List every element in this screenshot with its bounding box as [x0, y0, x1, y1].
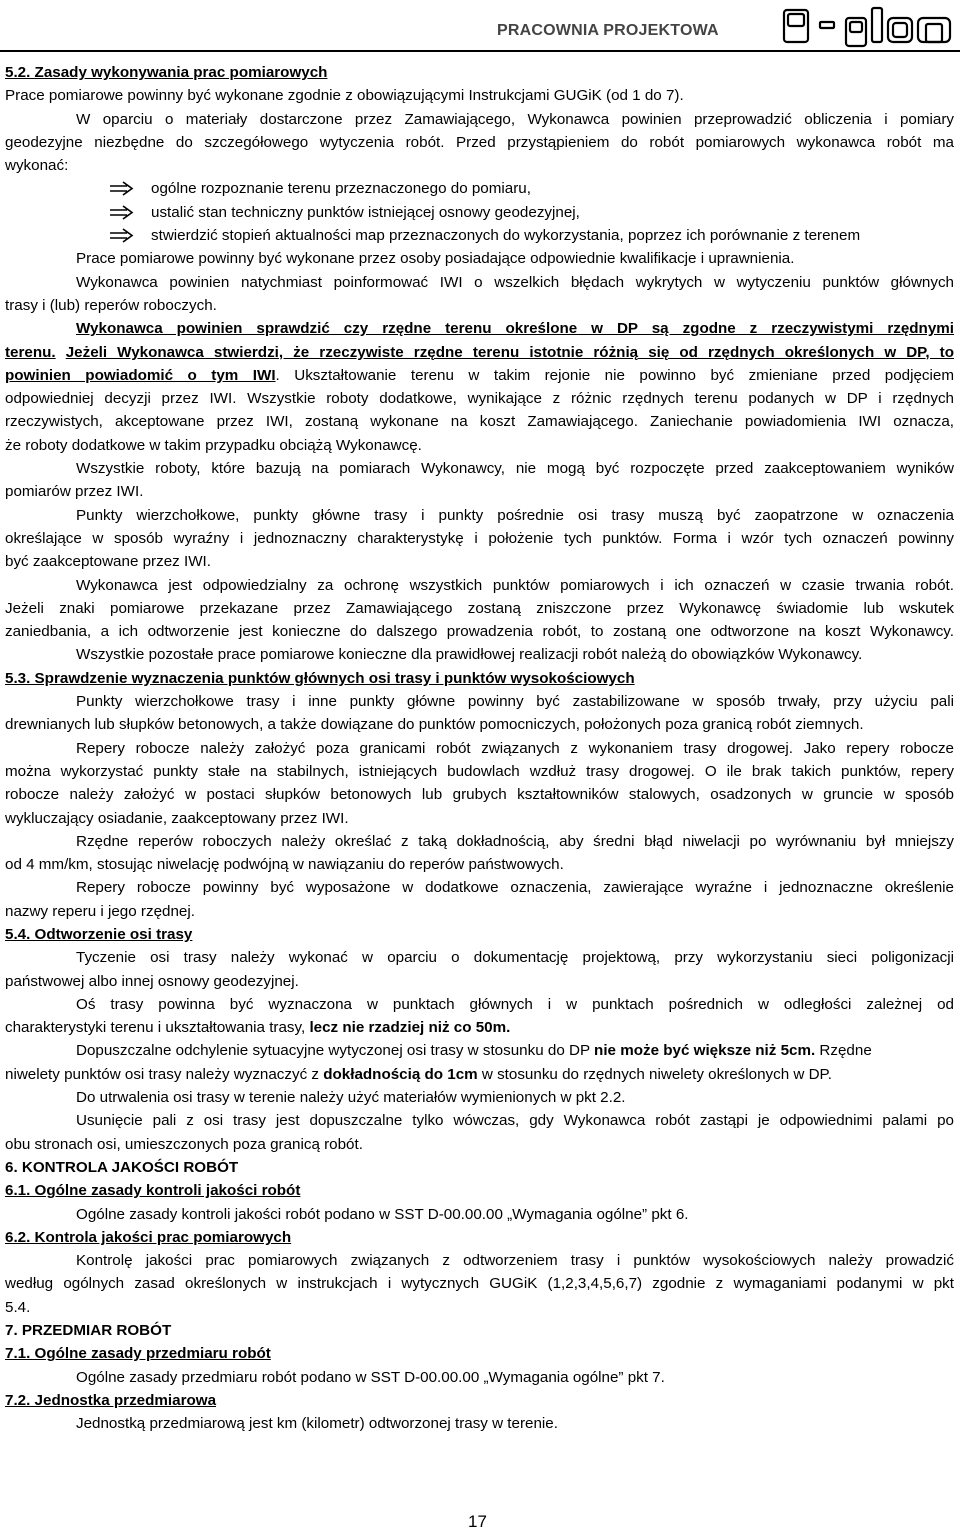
header-rule: [0, 50, 960, 52]
paragraph-line: Jednostką przedmiarową jest km (kilometr) odtworzonej trasy w terenie.: [76, 1415, 558, 1433]
paragraph-line: Wykonawca jest odpowiedzialny za ochronę wszystkich punktów pomiarowych i ich oznaczeń w czasie trwania robót.: [76, 576, 954, 594]
bullet-item: [5, 224, 954, 247]
paragraph-line: [5, 341, 954, 364]
emphasis: powinien powiadomić o tym IWI: [5, 366, 276, 384]
paragraph-line: Punkty wierzchołkowe trasy i inne punkty główne powinny być zastabilizowane w sposób trwały, przy użyciu pali: [76, 693, 954, 711]
paragraph-line: Wszystkie pozostałe prace pomiarowe konieczne dla prawidłowej realizacji robót należą do obowiązków Wykonawcy.: [76, 646, 863, 664]
section-7-2-heading: 7.2. Jednostka przedmiarowa: [5, 1391, 217, 1409]
page-header: [0, 0, 960, 52]
bullet-text: ustalić stan techniczny punktów istniejącej osnowy geodezyjnej,: [151, 203, 580, 221]
section-5-3-heading: 5.3. Sprawdzenie wyznaczenia punktów głównych osi trasy i punktów wysokościowych: [5, 669, 635, 687]
paragraph-line: Kontrolę jakości prac pomiarowych związanych z odtworzeniem trasy i punktów wysokościowych należy prowadzić: [76, 1252, 954, 1270]
paragraph-line: od 4 mm/km, stosując niwelację podwójną w nawiązaniu do reperów państwowych.: [5, 856, 564, 874]
company-name: PRACOWNIA PROJEKTOWA: [497, 22, 719, 39]
paragraph-line: Repery robocze należy założyć poza granicami robót związanych z wykonaniem trasy drogowej. Jako repery robocze: [76, 739, 954, 757]
paragraph-line: drewnianych lub słupków betonowych, a także dowiązane do punktów pomocniczych, położonych poza granicą robót ziemnych.: [5, 716, 864, 734]
paragraph-line: Prace pomiarowe powinny być wykonane zgodnie z obowiązującymi Instrukcjami GUGiK (od 1 do 7).: [5, 87, 684, 105]
section-6-1-heading: 6.1. Ogólne zasady kontroli jakości robót: [5, 1182, 301, 1200]
paragraph-line: [5, 1063, 954, 1086]
paragraph-line: Wykonawca powinien natychmiast poinformować IWI o wszelkich błędach wykrytych w wytyczeniu punktów głównych: [76, 273, 954, 291]
double-arrow-icon: [109, 204, 135, 221]
section-6-2-heading: 6.2. Kontrola jakości prac pomiarowych: [5, 1228, 292, 1246]
paragraph-line: 5.4.: [5, 1298, 31, 1316]
paragraph-line: Jeżeli znaki pomiarowe przekazane przez Zamawiającego zostaną zniszczone przez Wykonawcę świadomie lub wskutek: [5, 599, 954, 617]
paragraph-line: można wykorzystać punkty stałe na stabilnych, istniejących budowlach wzdłuż trasy drogowej. O ile brak takich punktów, repery: [5, 762, 954, 780]
section-7-heading: 7. PRZEDMIAR ROBÓT: [5, 1322, 172, 1340]
paragraph-line: określające w sposób wyraźny i jednoznaczny charakterystykę i położenie tych punktów. Forma i wzór tych oznaczeń powinny: [5, 529, 954, 547]
paragraph-line: zaniedbania, a ich odtworzenie jest konieczne do dalszego prowadzenia robót, to zostaną one odtworzone na koszt Wykonawcy.: [5, 623, 954, 641]
paragraph-line: Rzędne reperów roboczych należy określać z taką dokładnością, aby średni błąd niwelacji po wyrównaniu był mniejszy: [76, 832, 954, 850]
paragraph-line: być zaakceptowane przez IWI.: [5, 553, 211, 571]
paragraph-line: wykonać:: [5, 157, 69, 175]
emphasis: terenu.: [5, 343, 56, 361]
paragraph-line: Wykonawca powinien sprawdzić czy rzędne terenu określone w DP są zgodne z rzeczywistymi rzędnymi: [76, 320, 954, 338]
paragraph-line: Ogólne zasady przedmiaru robót podano w SST D-00.00.00 „Wymagania ogólne” pkt 7.: [76, 1368, 665, 1386]
paragraph-line: pomiarów przez IWI.: [5, 483, 144, 501]
emphasis: dokładnością do 1cm: [323, 1065, 478, 1083]
text-run: Rzędne: [815, 1042, 872, 1060]
paragraph-line: nazwy reperu i jego rzędnej.: [5, 902, 195, 920]
text-run: . Ukształtowanie terenu w takim rejonie nie powinno być zmieniane przed podjęciem: [275, 366, 954, 384]
document-body: [5, 61, 954, 1436]
double-arrow-icon: [109, 180, 135, 197]
paragraph-line: geodezyjne niezbędne do szczegółowego wytyczenia robót. Przed przystąpieniem do robót pomiarowych wykonawca robót ma: [5, 133, 954, 151]
paragraph-line: Repery robocze powinny być wyposażone w dodatkowe oznaczenia, zawierające wyraźne i jednoznaczne określenie: [76, 879, 954, 897]
bullet-item: [5, 177, 954, 200]
bullet-item: [5, 201, 954, 224]
section-6-heading: 6. KONTROLA JAKOŚCI ROBÓT: [5, 1158, 239, 1176]
paragraph-line: państwowej albo innej osnowy geodezyjnej.: [5, 972, 299, 990]
text-run: w stosunku do rzędnych niwelety określonych w DP.: [477, 1065, 832, 1083]
paragraph-line: Prace pomiarowe powinny być wykonane przez osoby posiadające odpowiednie kwalifikacje i uprawnienia.: [76, 250, 795, 268]
section-7-1-heading: 7.1. Ogólne zasady przedmiaru robót: [5, 1345, 271, 1363]
section-5-2-heading: 5.2. Zasady wykonywania prac pomiarowych: [5, 64, 328, 81]
paragraph-line: [5, 364, 954, 387]
page-number: 17: [468, 1512, 487, 1531]
paragraph-line: Wszystkie roboty, które bazują na pomiarach Wykonawcy, nie mogą być rozpoczęte przed zaakceptowaniem wyników: [76, 460, 954, 478]
paragraph-line: obu stronach osi, umieszczonych poza granicą robót.: [5, 1135, 363, 1153]
paragraph-line: Oś trasy powinna być wyznaczona w punktach głównych i w punktach pośrednich w odległości zależnej od: [76, 995, 954, 1013]
paragraph-line: Punkty wierzchołkowe, punkty główne trasy i punkty pośrednie osi trasy muszą być zaopatrzone w oznaczenia: [76, 506, 954, 524]
paragraph-line: Tyczenie osi trasy należy wykonać w oparciu o dokumentację projektową, przy wykorzystaniu sieci poligonizacji: [76, 949, 954, 967]
paragraph-line: według ogólnych zasad określonych w instrukcjach i wytycznych GUGiK (1,2,3,4,5,6,7) zgodnie z wymaganiami podanymi w pkt: [5, 1275, 954, 1293]
paragraph-line: [5, 1039, 954, 1062]
paragraph-line: trasy i (lub) reperów roboczych.: [5, 296, 217, 314]
paragraph-line: wykluczający osiadanie, zaakceptowany przez IWI.: [5, 809, 349, 827]
emphasis: Jeżeli Wykonawca stwierdzi, że rzeczywiste rzędne terenu istotnie różnią się od rzędnych określonych w DP, to: [65, 343, 954, 361]
paragraph-line: W oparciu o materiały dostarczone przez Zamawiającego, Wykonawca powinien przeprowadzić obliczenia i pomiary: [76, 110, 954, 128]
paragraph-line: Do utrwalenia osi trasy w terenie należy użyć materiałów wymienionych w pkt 2.2.: [76, 1089, 626, 1107]
text-run: niwelety punktów osi trasy należy wyznaczyć z: [5, 1065, 324, 1083]
emphasis: lecz nie rzadziej niż co 50m.: [309, 1019, 511, 1037]
paragraph-line: rzeczywistych, akceptowane przez IWI, zostaną wykonane na koszt Zamawiającego. Zaniechanie powiadomienia IWI oznacza,: [5, 413, 954, 431]
paragraph-line: że roboty dodatkowe w takim przypadku obciążą Wykonawcę.: [5, 436, 422, 454]
paragraph-line: robocze należy założyć w postaci słupków betonowych lub grubych kształtowników stalowych, osadzonych w gruncie w sposób: [5, 786, 954, 804]
logo-graphic: [782, 4, 954, 48]
paragraph-line: odpowiedniej decyzji przez IWI. Wszystkie roboty dodatkowe, wynikające z różnic rzędnych terenu podanych w DP i rzędnych: [5, 390, 954, 408]
paragraph-line: [5, 1016, 954, 1039]
p-plan-logo: [782, 4, 954, 48]
text-run: Dopuszczalne odchylenie sytuacyjne wytyczonej osi trasy w stosunku do DP: [76, 1042, 595, 1060]
paragraph-line: Usunięcie pali z osi trasy jest dopuszczalne tylko wówczas, gdy Wykonawca robót zastąpi je odpowiednimi palami po: [76, 1112, 954, 1130]
text-run: charakterystyki terenu i ukształtowania trasy,: [5, 1019, 310, 1037]
section-5-4-heading: 5.4. Odtworzenie osi trasy: [5, 925, 193, 943]
emphasis: nie może być większe niż 5cm.: [594, 1042, 816, 1060]
double-arrow-icon: [109, 227, 135, 244]
paragraph-line: Ogólne zasady kontroli jakości robót podano w SST D-00.00.00 „Wymagania ogólne” pkt 6.: [76, 1205, 689, 1223]
bullet-text: ogólne rozpoznanie terenu przeznaczonego do pomiaru,: [151, 180, 531, 198]
bullet-text: stwierdzić stopień aktualności map przeznaczonych do wykorzystania, poprzez ich porównanie z terenem: [151, 227, 861, 245]
